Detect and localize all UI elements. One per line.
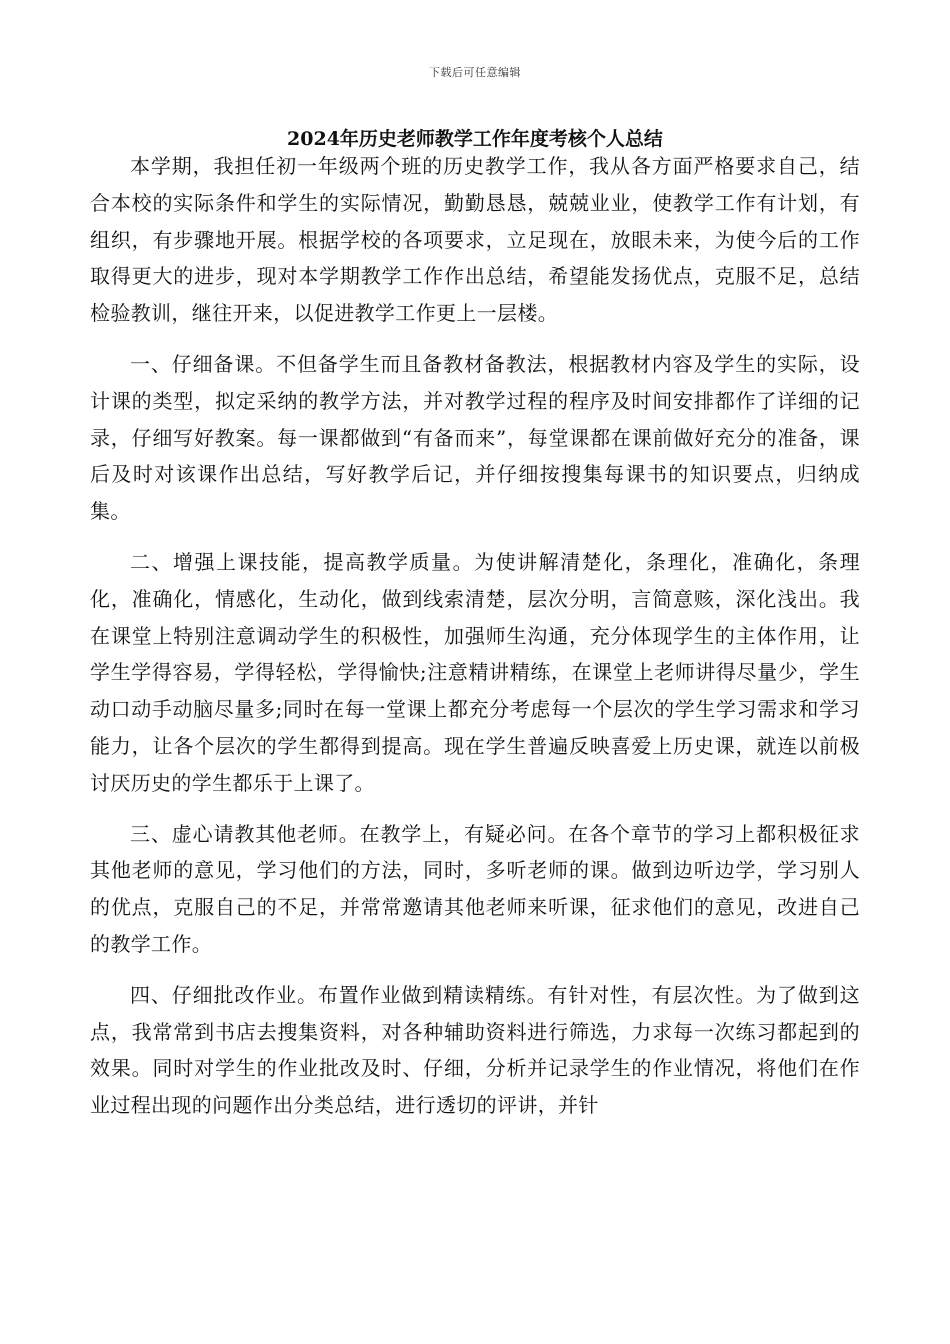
paragraph-section-1: 一、仔细备课。不但备学生而且备教材备教法，根据教材内容及学生的实际，设计课的类型，拟定采纳的教学方法，并对教学过程的程序及时间安排都作了详细的记录，仔细写好教案。每一课都做到“有备而来”，每堂课都在课前做好充分的准备，课后及时对该课作出总结，写好教学后记，并仔细按搜集每课书的知识要点，归纳成集。 xyxy=(90,351,860,524)
header-note: 下载后可任意编辑 xyxy=(429,66,521,79)
paragraph-section-2: 二、增强上课技能，提高教学质量。为使讲解清楚化，条理化，准确化，条理化，准确化，情感化，生动化，做到线索清楚，层次分明，言简意赅，深化浅出。我在课堂上特别注意调动学生的积极性，加强师生沟通，充分体现学生的主体作用，让学生学得容易，学得轻松，学得愉快;注意精讲精练，在课堂上老师讲得尽量少，学生动口动手动脑尽量多;同时在每一堂课上都充分考虑每一个层次的学生学习需求和学习能力，让各个层次的学生都得到提高。现在学生普遍反映喜爱上历史课，就连以前极讨厌历史的学生都乐于上课了。 xyxy=(90,549,860,795)
document-body xyxy=(90,148,860,1138)
paragraph-section-4: 四、仔细批改作业。布置作业做到精读精练。有针对性，有层次性。为了做到这点，我常常到书店去搜集资料，对各种辅助资料进行筛选，力求每一次练习都起到的效果。同时对学生的作业批改及时、仔细，分析并记录学生的作业情况，将他们在作业过程出现的问题作出分类总结，进行透切的评讲，并针 xyxy=(90,982,860,1118)
paragraph-intro: 本学期，我担任初一年级两个班的历史教学工作，我从各方面严格要求自己，结合本校的实际条件和学生的实际情况，勤勤恳恳，兢兢业业，使教学工作有计划，有组织，有步骤地开展。根据学校的各项要求，立足现在，放眼未来，为使今后的工作取得更大的进步，现对本学期教学工作作出总结，希望能发扬优点，克服不足，总结检验教训，继往开来，以促进教学工作更上一层楼。 xyxy=(90,154,860,326)
document-title: 2024年历史老师教学工作年度考核个人总结 xyxy=(287,128,663,150)
paragraph-section-3: 三、虚心请教其他老师。在教学上，有疑必问。在各个章节的学习上都积极征求其他老师的意见，学习他们的方法，同时，多听老师的课。做到边听边学，学习别人的优点，克服自己的不足，并常常邀请其他老师来听课，征求他们的意见，改进自己的教学工作。 xyxy=(90,821,860,956)
